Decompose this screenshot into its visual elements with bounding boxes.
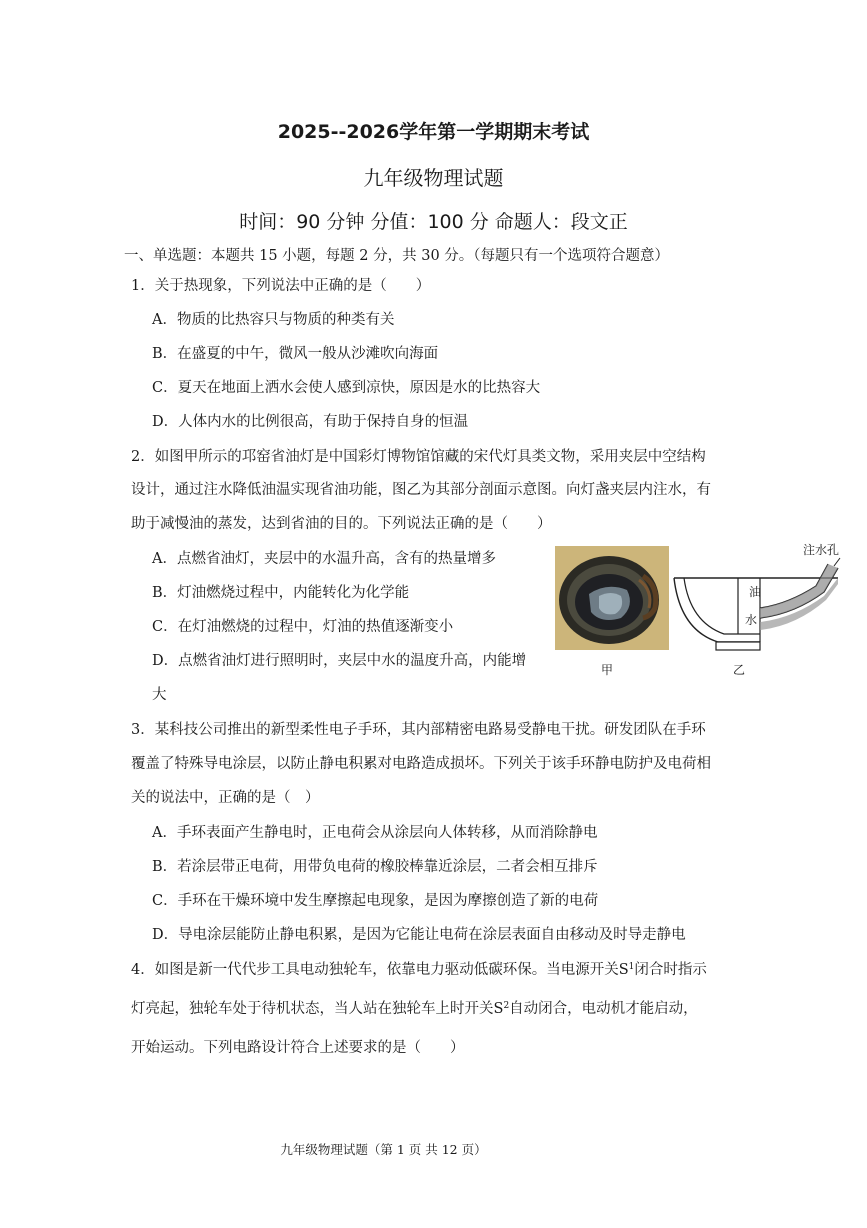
question-2-stem-line-3: 助于减慢油的蒸发，达到省油的目的。下列说法正确的是（ ） [131, 516, 552, 532]
question-1-stem: 1．关于热现象，下列说法中正确的是（ ） [131, 278, 431, 294]
page-footer: 九年级物理试题（第 1 页 共 12 页） [280, 1142, 487, 1157]
question-2-stem-line-1: 2．如图甲所示的邛窑省油灯是中国彩灯博物馆馆藏的宋代灯具类文物，采用夹层中空结构 [131, 449, 706, 465]
question-2-option-a: A．点燃省油灯，夹层中的水温升高，含有的热量增多 [152, 551, 496, 567]
question-2-stem-line-2: 设计，通过注水降低油温实现省油功能，图乙为其部分剖面示意图。向灯盏夹层内注水，有 [131, 482, 711, 498]
question-1-option-b: B．在盛夏的中午，微风一般从沙滩吹向海面 [152, 346, 439, 362]
question-1-option-d: D．人体内水的比例很高，有助于保持自身的恒温 [152, 414, 469, 430]
question-3-stem-line-1: 3．某科技公司推出的新型柔性电子手环，其内部精密电路易受静电干扰。研发团队在手环 [131, 722, 706, 738]
question-3-option-a: A．手环表面产生静电时，正电荷会从涂层向人体转移，从而消除静电 [152, 825, 598, 841]
question-3-option-d: D．导电涂层能防止静电积累，是因为它能让电荷在涂层表面自由移动及时导走静电 [152, 927, 686, 943]
question-4-line-2 [131, 997, 698, 1018]
question-3-stem-line-3: 关的说法中，正确的是（ ） [131, 790, 320, 806]
figure-caption-yi: 乙 [733, 663, 746, 677]
question-4-line-2-b: 自动闭合，电动机才能启动， [509, 1001, 698, 1017]
figure-label-oil: 油 [749, 585, 762, 599]
figure-label-injection-hole: 注水孔 [803, 543, 840, 557]
question-2-option-c: C．在灯油燃烧的过程中，灯油的热值逐渐变小 [152, 619, 454, 635]
question-3-stem-line-2: 覆盖了特殊导电涂层，以防止静电积累对电路造成损坏。下列关于该手环静电防护及电荷相 [131, 756, 711, 772]
question-1-option-a: A．物质的比热容只与物质的种类有关 [152, 312, 395, 328]
figure-caption-jia: 甲 [601, 663, 614, 677]
question-2-option-d: D．点燃省油灯进行照明时，夹层中水的温度升高，内能增 [152, 653, 527, 669]
question-4-line-1-b: 闭合时指示 [634, 962, 707, 978]
section-heading: 一、单选题：本题共 15 小题，每题 2 分，共 30 分。（每题只有一个选项符合题意） [124, 248, 670, 264]
lamp-section-diagram [668, 538, 853, 678]
oil-lamp-photo [555, 546, 669, 650]
switch-s2-symbol: $S^2$ [493, 1001, 510, 1017]
question-2-option-d-wrap: 大 [152, 687, 167, 703]
question-4-line-2-a: 灯亮起，独轮车处于待机状态，当人站在独轮车上时开关 [131, 1001, 494, 1017]
question-1-option-c: C．夏天在地面上洒水会使人感到凉快，原因是水的比热容大 [152, 380, 541, 396]
switch-s1-symbol: $S^1$ [618, 962, 635, 978]
figure-label-water: 水 [745, 613, 758, 627]
question-2-option-b: B．灯油燃烧过程中，内能转化为化学能 [152, 585, 410, 601]
question-4-line-1 [131, 958, 707, 979]
question-4-line-3: 开始运动。下列电路设计符合上述要求的是（ ） [131, 1040, 465, 1056]
exam-info: 时间：90 分钟 分值：100 分 命题人：段文正 [239, 211, 628, 233]
question-3-option-b: B．若涂层带正电荷，用带负电荷的橡胶棒靠近涂层，二者会相互排斥 [152, 859, 598, 875]
question-3-option-c: C．手环在干燥环境中发生摩擦起电现象，是因为摩擦创造了新的电荷 [152, 893, 599, 909]
exam-title: 2025--2026学年第一学期期末考试 [277, 121, 590, 143]
exam-subtitle: 九年级物理试题 [363, 166, 504, 190]
question-4-line-1-a: 4．如图是新一代代步工具电动独轮车，依靠电力驱动低碳环保。当电源开关 [131, 962, 619, 978]
